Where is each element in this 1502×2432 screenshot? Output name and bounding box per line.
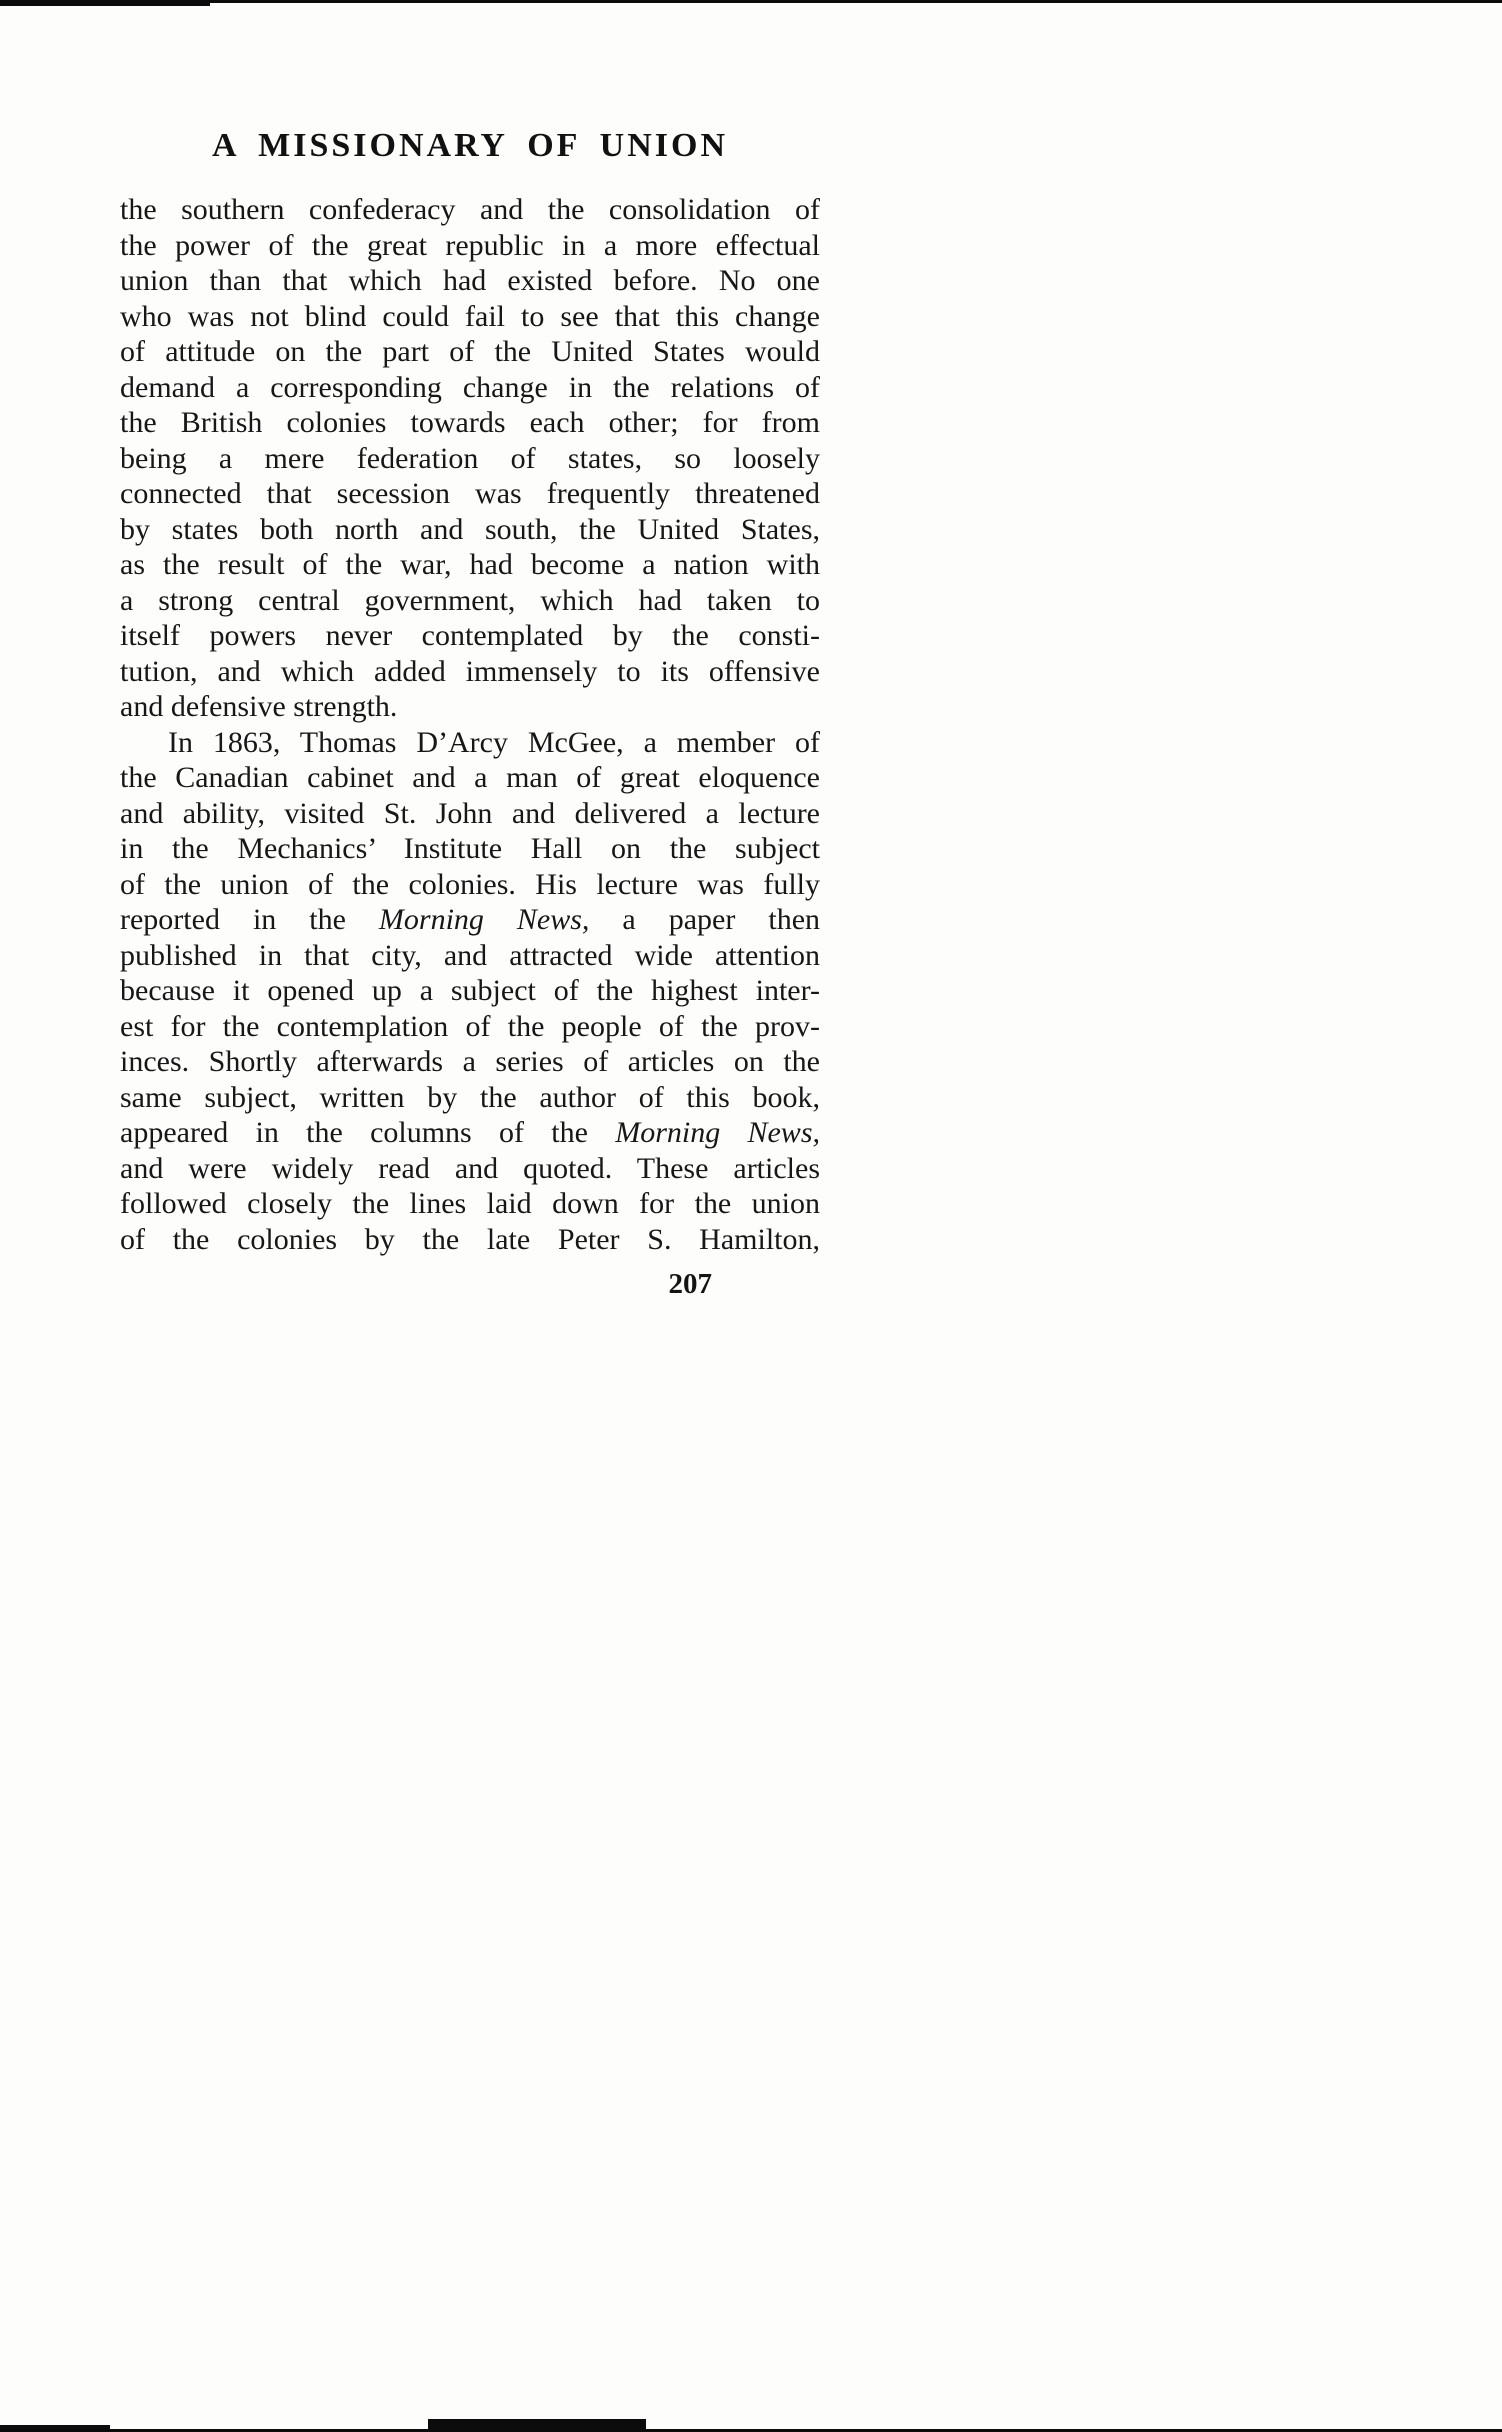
text-line bbox=[120, 689, 820, 725]
text-line bbox=[120, 1044, 820, 1080]
text-line bbox=[120, 583, 820, 619]
text-segment: and defensive strength. bbox=[120, 690, 398, 723]
text-line bbox=[120, 547, 820, 583]
text-segment: of attitude on the part of the United States would bbox=[120, 335, 820, 368]
text-line bbox=[120, 902, 820, 938]
text-segment: union than that which had existed before. No one bbox=[120, 264, 820, 297]
text-segment: the British colonies towards each other; for from bbox=[120, 406, 820, 439]
text-segment: itself powers never contemplated by the consti- bbox=[120, 619, 820, 652]
text-segment: a paper then bbox=[589, 903, 821, 936]
text-line bbox=[120, 796, 820, 832]
text-segment: published in that city, and attracted wide attention bbox=[120, 938, 820, 972]
text-line bbox=[120, 1151, 820, 1187]
text-line bbox=[120, 334, 820, 370]
text-segment: and ability, visited St. John and delivered a lecture bbox=[120, 796, 820, 830]
text-line bbox=[120, 831, 820, 867]
text-line bbox=[120, 512, 820, 548]
text-line bbox=[120, 405, 820, 441]
text-segment: of the colonies by the late Peter S. Hamilton, bbox=[120, 1222, 820, 1256]
scan-artifact-top-left bbox=[0, 0, 210, 6]
text-segment: connected that secession was frequently threatened bbox=[120, 477, 820, 510]
paragraph bbox=[120, 725, 820, 1258]
text-segment-italic: Morning News, bbox=[378, 903, 590, 936]
text-line bbox=[120, 938, 820, 974]
text-segment: the Canadian cabinet and a man of great eloquence bbox=[120, 761, 820, 794]
scan-artifact-bottom-bar bbox=[428, 2419, 646, 2432]
text-line bbox=[120, 228, 820, 264]
paragraph bbox=[120, 192, 820, 725]
text-line bbox=[120, 973, 820, 1009]
text-segment: being a mere federation of states, so loosely bbox=[120, 441, 820, 475]
text-line bbox=[120, 618, 820, 654]
text-line bbox=[120, 1222, 820, 1258]
text-line bbox=[120, 263, 820, 299]
text-line bbox=[120, 1009, 820, 1045]
text-segment: a strong central government, which had taken to bbox=[120, 583, 820, 617]
text-segment: by states both north and south, the United States, bbox=[120, 512, 820, 546]
text-line bbox=[120, 476, 820, 512]
text-segment: tution, and which added immensely to its offensive bbox=[120, 654, 820, 688]
body-text bbox=[120, 192, 820, 1257]
text-line bbox=[120, 1115, 820, 1151]
text-segment: demand a corresponding change in the relations of bbox=[120, 370, 820, 404]
text-segment: est for the contemplation of the people of the prov- bbox=[120, 1009, 820, 1043]
page-number: 207 bbox=[668, 1268, 712, 1300]
page-header: A MISSIONARY OF UNION bbox=[211, 127, 729, 164]
text-line bbox=[120, 1080, 820, 1116]
text-segment: appeared in the columns of the bbox=[120, 1116, 616, 1149]
scan-artifact-top-edge bbox=[0, 0, 1502, 3]
text-segment: and were widely read and quoted. These articles bbox=[120, 1151, 820, 1185]
text-segment: followed closely the lines laid down for the union bbox=[120, 1187, 820, 1220]
text-segment: as the result of the war, had become a nation with bbox=[120, 548, 820, 581]
text-block bbox=[120, 126, 820, 1257]
text-segment: of the union of the colonies. His lecture was fully bbox=[120, 867, 820, 901]
text-line bbox=[120, 1186, 820, 1222]
text-line bbox=[120, 654, 820, 690]
text-segment: In 1863, Thomas D’Arcy McGee, a member of bbox=[168, 725, 820, 759]
text-line bbox=[120, 867, 820, 903]
text-segment: reported in the bbox=[120, 903, 379, 936]
text-segment: who was not blind could fail to see that this change bbox=[120, 299, 820, 333]
text-segment: the power of the great republic in a more effectual bbox=[120, 228, 820, 262]
text-segment: same subject, written by the author of this book, bbox=[120, 1080, 820, 1114]
text-line bbox=[120, 192, 820, 228]
text-line bbox=[120, 725, 820, 761]
text-segment: because it opened up a subject of the highest inter- bbox=[120, 974, 820, 1007]
scan-artifact-bottom-left bbox=[0, 2425, 110, 2432]
text-line bbox=[120, 441, 820, 477]
text-segment: in the Mechanics’ Institute Hall on the subject bbox=[120, 832, 820, 865]
text-segment: the southern confederacy and the consolidation of bbox=[120, 193, 820, 226]
text-segment-italic: Morning News, bbox=[615, 1116, 820, 1149]
text-segment: inces. Shortly afterwards a series of articles on the bbox=[120, 1045, 820, 1078]
text-line bbox=[120, 299, 820, 335]
text-line bbox=[120, 370, 820, 406]
text-line bbox=[120, 760, 820, 796]
